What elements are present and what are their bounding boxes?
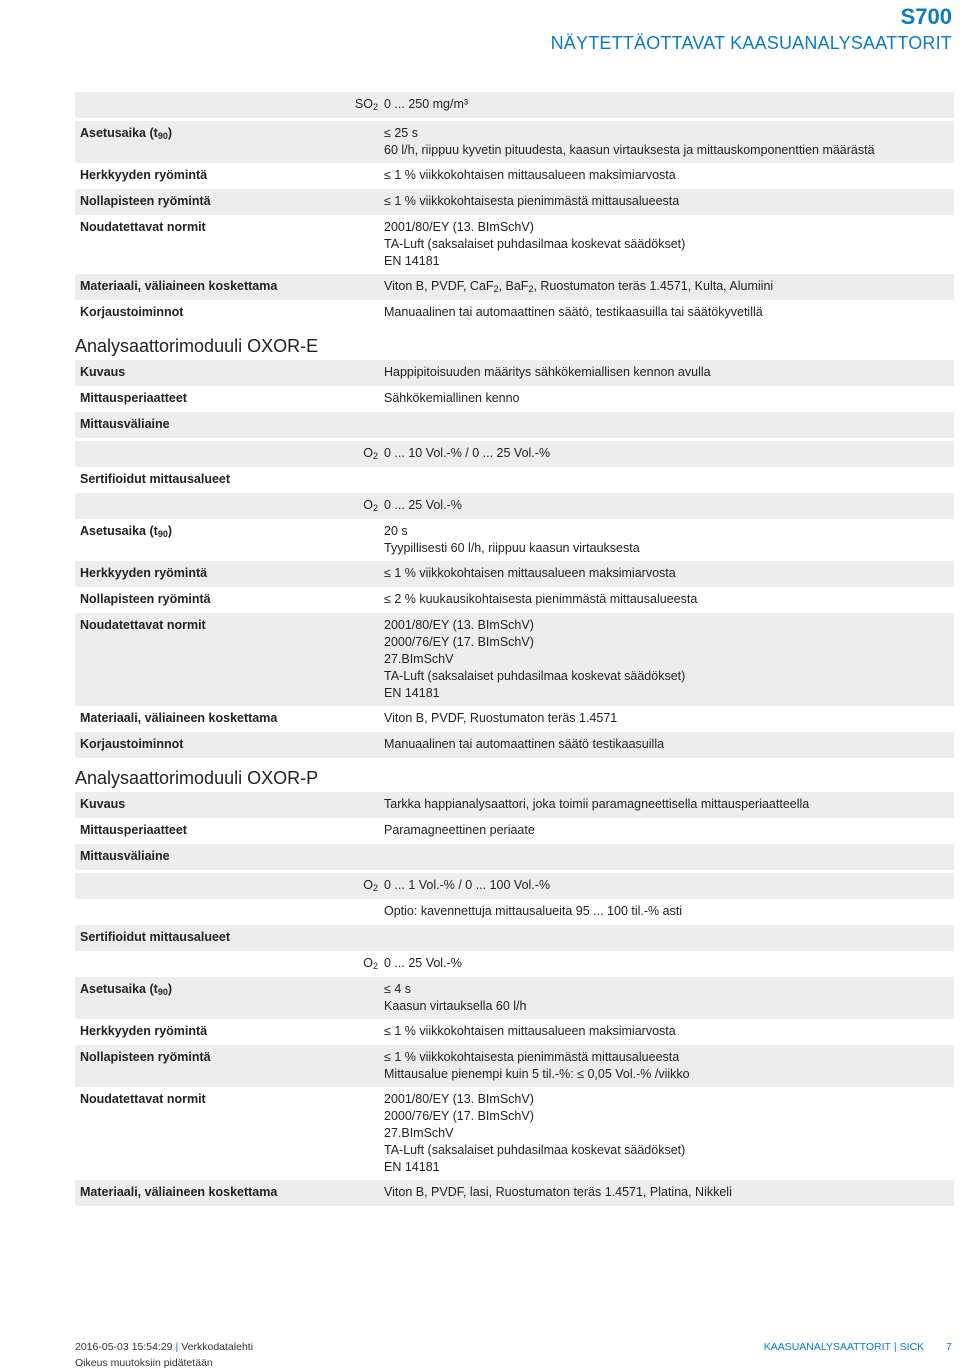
spec-content bbox=[75, 92, 954, 1206]
footer-category: KAASUANALYSAATTORIT bbox=[763, 1341, 891, 1353]
sensitivity-drift-row: Herkkyyden ryömintä ≤ 1 % viikkokohtaisen mittausalueen maksimiarvosta bbox=[75, 561, 954, 587]
settling-time-row: Asetusaika $(t_{90})$ ≤ 4 s Kaasun virtauksella 60 l/h bbox=[75, 977, 954, 1019]
material-row: Materiaali, väliaineen koskettama Viton B, PVDF, CaF$_2$, BaF$_2$, Ruostumaton teräs 1.4571, Kulta, Alumiini bbox=[75, 274, 954, 300]
page-number: 7 bbox=[946, 1341, 952, 1353]
footer-brand: SICK bbox=[899, 1341, 925, 1353]
medium-option-row: Optio: kavennettuja mittausalueita 95 ... 100 til.-% asti bbox=[384, 904, 683, 918]
repair-row: Korjaustoiminnot Manuaalinen tai automaattinen säätö, testikaasuilla tai säätökyvetillä bbox=[80, 305, 763, 319]
certified-range-row: $O_2$ 0 ... 25 Vol.-% bbox=[75, 493, 954, 519]
material-row: Materiaali, väliaineen koskettama Viton B, PVDF, lasi, Ruostumaton teräs 1.4571, Platina, Nikkeli bbox=[75, 1180, 954, 1206]
footer-left: 2016-05-03 15:54:29 | Verkkodatalehti Oikeus muutoksiin pidätetään bbox=[75, 1341, 254, 1369]
certified-label-row: Sertifioidut mittausalueet bbox=[75, 925, 954, 951]
principle-row: Mittausperiaatteet Paramagneettinen periaate bbox=[80, 823, 535, 837]
settling-time-value: ≤ 25 s 60 l/h, riippuu kyvetin pituudesta, kaasun virtauksesta ja mittauskomponenttien määrästä bbox=[384, 126, 875, 157]
zero-drift-row: Nollapisteen ryömintä ≤ 2 % kuukausikohtaisesta pienimmästä mittausalueesta bbox=[80, 592, 698, 606]
sensitivity-drift-row: Herkkyyden ryömintä ≤ 1 % viikkokohtaisen mittausalueen maksimiarvosta bbox=[80, 1024, 676, 1038]
certified-range-row: $O_2$ 0 ... 25 Vol.-% bbox=[363, 956, 462, 971]
settling-time-row bbox=[75, 121, 954, 163]
footer-right: KAASUANALYSAATTORIT | SICK 7 bbox=[763, 1341, 952, 1353]
range-unit: $SO_2$ bbox=[354, 97, 378, 112]
range-value: 0 ... 250 mg/m³ bbox=[384, 97, 469, 111]
material-row: Materiaali, väliaineen koskettama Viton B, PVDF, Ruostumaton teräs 1.4571 bbox=[80, 711, 618, 725]
norms-row: Noudatettavat normit 2001/80/EY (13. BImSchV) TA-Luft (saksalaiset puhdasilmaa koskevat säädökset) EN 14181 bbox=[80, 220, 686, 268]
repair-row: Korjaustoiminnot Manuaalinen tai automaattinen säätö testikaasuilla bbox=[75, 732, 954, 758]
norms-row: Noudatettavat normit 2001/80/EY (13. BImSchV) 2000/76/EY (17. BImSchV) 27.BImSchV TA-Luft (saksalaiset puhdasilmaa koskevat säädökset) EN 14181 bbox=[80, 1092, 686, 1174]
sensitivity-drift-row: Herkkyyden ryömintä ≤ 1 % viikkokohtaisen mittausalueen maksimiarvosta bbox=[80, 168, 676, 182]
description-row: Kuvaus Happipitoisuuden määritys sähkökemiallisen kennon avulla bbox=[75, 360, 954, 386]
oxor-e-section-title: Analysaattorimoduuli OXOR-E bbox=[75, 336, 319, 356]
product-model: S700 bbox=[900, 4, 952, 29]
principle-row: Mittausperiaatteet Sähkökemiallinen kenno bbox=[80, 391, 520, 405]
product-category-title: NÄYTETTÄOTTAVAT KAASUANALYSAATTORIT bbox=[550, 33, 952, 53]
medium-range-row: $O_2$ 0 ... 1 Vol.-% / 0 ... 100 Vol.-% bbox=[75, 873, 954, 899]
settling-time-row: Asetusaika $(t_{90})$ 20 s Tyypillisesti 60 l/h, riippuu kaasun virtauksesta bbox=[80, 524, 640, 555]
zero-drift-row: Nollapisteen ryömintä ≤ 1 % viikkokohtaisesta pienimmästä mittausalueesta bbox=[75, 189, 954, 215]
norms-row: Noudatettavat normit 2001/80/EY (13. BImSchV) 2000/76/EY (17. BImSchV) 27.BImSchV TA-Luft (saksalaiset puhdasilmaa koskevat säädökset) EN 14181 bbox=[75, 613, 954, 706]
medium-range-row: $O_2$ 0 ... 10 Vol.-% / 0 ... 25 Vol.-% bbox=[75, 441, 954, 467]
footer-source: Verkkodatalehti bbox=[181, 1341, 254, 1353]
description-row: Kuvaus Tarkka happianalysaattori, joka toimii paramagneettisella mittausperiaatteella bbox=[75, 792, 954, 818]
settling-time-label: Asetusaika $(t_{90})$ bbox=[80, 126, 172, 141]
certified-label-row: Sertifioidut mittausalueet bbox=[80, 472, 231, 486]
zero-drift-row: Nollapisteen ryömintä ≤ 1 % viikkokohtaisesta pienimmästä mittausalueesta Mittausalue pienempi kuin 5 til.-%: ≤ 0,05 Vol.-% /viikko bbox=[75, 1045, 954, 1087]
medium-label-row: Mittausväliaine bbox=[75, 844, 954, 870]
medium-label-row: Mittausväliaine bbox=[75, 412, 954, 438]
footer-timestamp: 2016-05-03 15:54:29 bbox=[75, 1341, 173, 1353]
footer-disclaimer: Oikeus muutoksiin pidätetään bbox=[75, 1357, 213, 1369]
oxor-p-section-title: Analysaattorimoduuli OXOR-P bbox=[75, 768, 319, 788]
so2-range-row bbox=[75, 92, 954, 118]
